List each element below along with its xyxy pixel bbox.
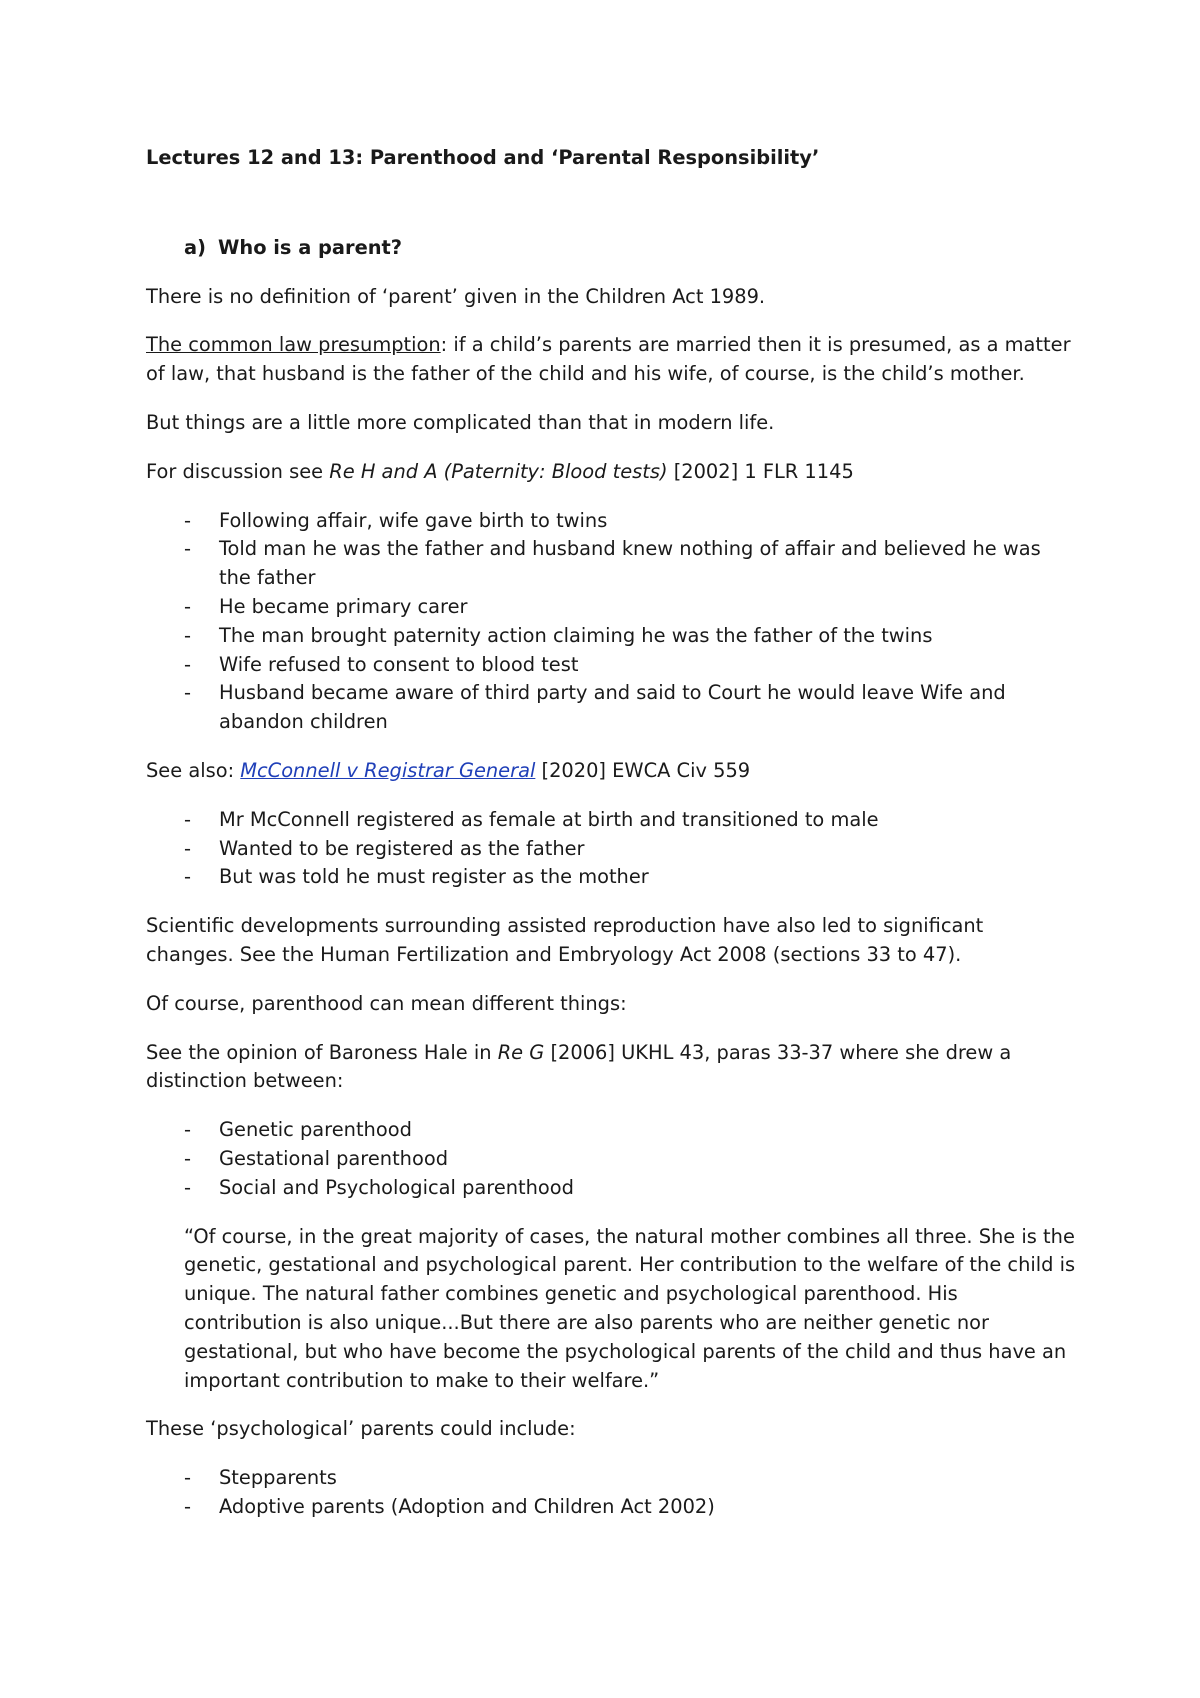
- paragraph-presumption: [146, 331, 1076, 389]
- list-discussion-facts: [146, 507, 1076, 737]
- dash-marker: -: [184, 1466, 191, 1490]
- list-item: [146, 863, 1076, 892]
- hale-suffix: [2006] UKHL 43, paras 33-37 where she drew a distinction between:: [146, 1040, 1012, 1093]
- paragraph-discussion: [146, 458, 1076, 487]
- list-item-text: The man brought paternity action claiming he was the father of the twins: [219, 623, 933, 647]
- list-item-text: Husband became aware of third party and said to Court he would leave Wife and abandon children: [219, 681, 1006, 734]
- mcconnell-case-link[interactable]: McConnell v Registrar General: [240, 758, 536, 782]
- block-quote: “Of course, in the great majority of cases, the natural mother combines all three. She is the genetic, gestational and psychological parent. Her contribution to the welfare of the child is unique. The natural father combines genetic and psychological parenthood. His contribution is also unique...But there are also parents who are neither genetic nor gestational, but who have become the psychological parents of the child and thus have an important contribution to make to their welfare.”: [184, 1224, 1076, 1392]
- discussion-case-name: Re H and A (Paternity: Blood tests): [329, 459, 668, 483]
- dash-marker: -: [184, 623, 191, 647]
- section-marker: a): [184, 235, 206, 259]
- dash-marker: -: [184, 807, 191, 831]
- see-also-prefix: See also:: [146, 758, 241, 782]
- list-item: [146, 1464, 1076, 1493]
- dash-marker: -: [184, 1494, 191, 1518]
- paragraph-definition: There is no definition of ‘parent’ given in the Children Act 1989.: [146, 284, 766, 308]
- list-item-text: Social and Psychological parenthood: [219, 1175, 574, 1199]
- paragraph-scientific: Scientific developments surrounding assisted reproduction have also led to significant changes. See the Human Fertilization and Embryology Act 2008 (sections 33 to 47).: [146, 914, 984, 966]
- section-heading-text: Who is a parent?: [218, 235, 403, 259]
- list-item-text: Wife refused to consent to blood test: [219, 652, 579, 676]
- list-item-text: But was told he must register as the mother: [219, 865, 649, 889]
- list-psychological-parents: [146, 1464, 1076, 1522]
- dash-marker: -: [184, 1175, 191, 1199]
- dash-marker: -: [184, 1118, 191, 1142]
- see-also-citation: [2020] EWCA Civ 559: [535, 758, 751, 782]
- dash-marker: -: [184, 836, 191, 860]
- list-item-text: Stepparents: [219, 1466, 337, 1490]
- paragraph-meaning: Of course, parenthood can mean different things:: [146, 991, 627, 1015]
- document-title: Lectures 12 and 13: Parenthood and ‘Parental Responsibility’: [146, 146, 820, 169]
- paragraph-modern-life: But things are a little more complicated than that in modern life.: [146, 410, 775, 434]
- list-item: [146, 1145, 1076, 1174]
- dash-marker: -: [184, 865, 191, 889]
- list-item: [146, 1116, 1076, 1145]
- list-item-text: Told man he was the father and husband knew nothing of affair and believed he was the father: [219, 537, 1041, 590]
- list-mcconnell-facts: [146, 806, 1076, 892]
- list-item-text: He became primary carer: [219, 594, 468, 618]
- list-item-text: Following affair, wife gave birth to twins: [219, 508, 608, 532]
- list-item: [146, 651, 1076, 680]
- paragraph-baroness-hale: [146, 1039, 1076, 1097]
- presumption-label: The common law presumption: [146, 333, 441, 357]
- dash-marker: -: [184, 652, 191, 676]
- discussion-citation: [2002] 1 FLR 1145: [667, 459, 854, 483]
- dash-marker: -: [184, 594, 191, 618]
- list-item: [146, 507, 1076, 536]
- presumption-text: : if a child’s parents are married then it is presumed, as a matter of law, that husband is the father of the child and his wife, of course, is the child’s mother.: [146, 333, 1071, 386]
- hale-case-name: Re G: [497, 1040, 545, 1064]
- dash-marker: -: [184, 537, 191, 561]
- dash-marker: -: [184, 508, 191, 532]
- dash-marker: -: [184, 1146, 191, 1170]
- list-item: [146, 679, 1076, 737]
- list-item: [146, 535, 1076, 593]
- list-item: [146, 806, 1076, 835]
- document-content: [146, 144, 1076, 1542]
- dash-marker: -: [184, 681, 191, 705]
- list-item: [146, 593, 1076, 622]
- discussion-prefix: For discussion see: [146, 459, 330, 483]
- list-item: [146, 622, 1076, 651]
- list-item-text: Wanted to be registered as the father: [219, 836, 585, 860]
- list-item: [146, 1493, 1076, 1522]
- list-item-text: Genetic parenthood: [219, 1118, 412, 1142]
- list-parenthood-types: [146, 1116, 1076, 1202]
- list-item-text: Mr McConnell registered as female at birth and transitioned to male: [219, 807, 879, 831]
- list-item: [146, 835, 1076, 864]
- list-item-text: Gestational parenthood: [219, 1146, 449, 1170]
- paragraph-psychological: These ‘psychological’ parents could include:: [146, 1417, 576, 1441]
- list-item-text: Adoptive parents (Adoption and Children Act 2002): [219, 1494, 715, 1518]
- hale-prefix: See the opinion of Baroness Hale in: [146, 1040, 498, 1064]
- section-heading-a: [184, 234, 1076, 263]
- list-item: [146, 1174, 1076, 1203]
- paragraph-see-also: [146, 757, 1076, 786]
